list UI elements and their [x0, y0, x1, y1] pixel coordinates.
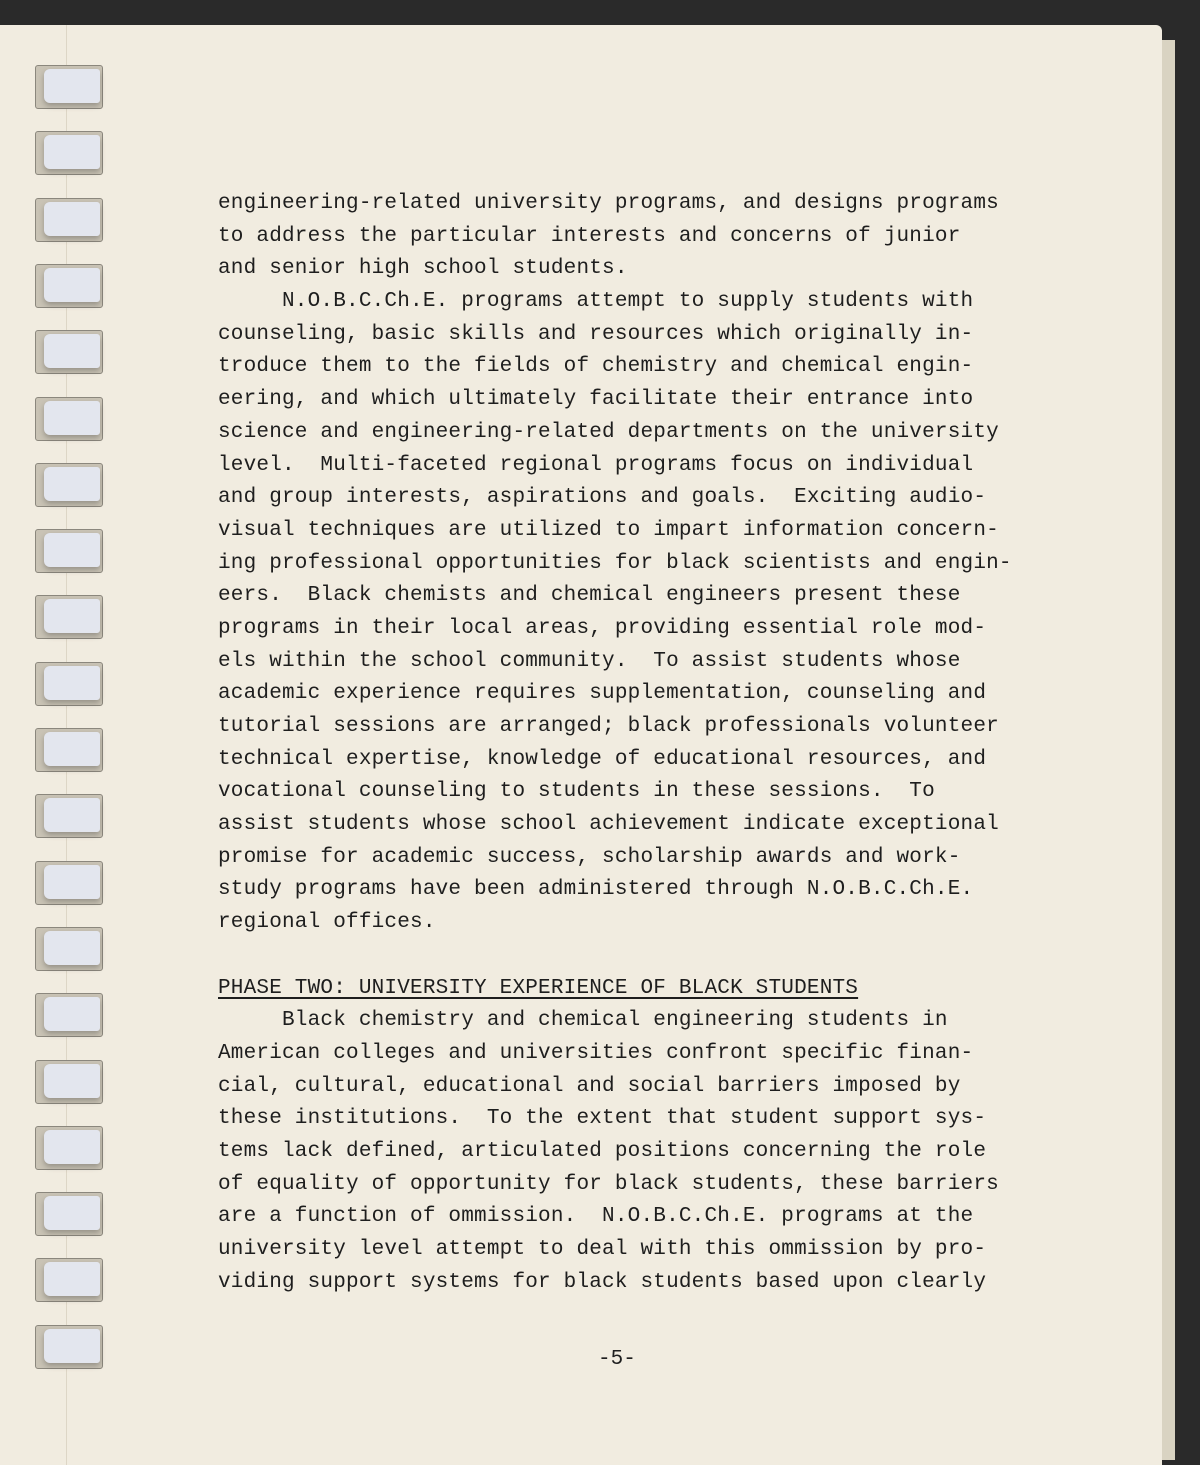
text-line: vocational counseling to students in these sessions. To: [218, 780, 935, 804]
binding-ring: [35, 131, 105, 173]
text-line: these institutions. To the extent that student support sys-: [218, 1107, 987, 1131]
section-heading: PHASE TWO: UNIVERSITY EXPERIENCE OF BLACK STUDENTS: [218, 976, 859, 1000]
text-line: assist students whose school achievement indicate exceptional: [218, 813, 999, 837]
binding-ring: [35, 1192, 105, 1234]
text-line: cial, cultural, educational and social barriers imposed by: [218, 1074, 961, 1098]
binding-ring: [35, 927, 105, 969]
paragraph-1: [218, 188, 1012, 286]
binding-ring: [35, 1060, 105, 1102]
text-line: programs in their local areas, providing essential role mod-: [218, 616, 987, 640]
text-line: of equality of opportunity for black students, these barriers: [218, 1172, 999, 1196]
text-line: eering, and which ultimately facilitate their entrance into: [218, 388, 974, 412]
binding-ring: [35, 794, 105, 836]
text-line: American colleges and universities confront specific finan-: [218, 1041, 974, 1065]
text-line: ing professional opportunities for black scientists and engin-: [218, 551, 1012, 575]
text-line: els within the school community. To assist students whose: [218, 649, 961, 673]
text-line: tems lack defined, articulated positions concerning the role: [218, 1139, 987, 1163]
text-line: engineering-related university programs, and designs programs: [218, 192, 999, 215]
binding-ring: [35, 993, 105, 1035]
binding-ring: [35, 463, 105, 505]
binding-ring: [35, 861, 105, 903]
text-line: level. Multi-faceted regional programs focus on individual: [218, 453, 974, 477]
text-line: university level attempt to deal with this ommission by pro-: [218, 1238, 987, 1261]
text-line: troduce them to the fields of chemistry and chemical engin-: [218, 355, 974, 379]
paragraph-3: [218, 1005, 1012, 1299]
binding-ring: [35, 1126, 105, 1168]
text-line: viding support systems for black students based upon clearly: [218, 1270, 987, 1294]
page-text: [218, 188, 1012, 1299]
text-line: Black chemistry and chemical engineering students in: [218, 1009, 948, 1033]
paragraph-2: [218, 286, 1012, 940]
text-line: N.O.B.C.Ch.E. programs attempt to supply students with: [218, 290, 974, 314]
binding-ring: [35, 595, 105, 637]
text-line: visual techniques are utilized to impart information concern-: [218, 518, 999, 542]
binding-ring: [35, 1325, 105, 1367]
binding-ring: [35, 330, 105, 372]
binding-ring: [35, 264, 105, 306]
binding-ring: [35, 65, 105, 107]
text-line: and group interests, aspirations and goals. Exciting audio-: [218, 486, 987, 510]
binding-ring: [35, 529, 105, 571]
binding-ring: [35, 662, 105, 704]
binding-ring: [35, 397, 105, 439]
text-line: academic experience requires supplementation, counseling and: [218, 682, 987, 706]
text-line: counseling, basic skills and resources which originally in-: [218, 322, 974, 346]
text-line: are a function of ommission. N.O.B.C.Ch.E. programs at the: [218, 1205, 974, 1229]
text-line: regional offices.: [218, 911, 436, 935]
text-line: study programs have been administered through N.O.B.C.Ch.E.: [218, 878, 974, 902]
text-line: to address the particular interests and concerns of junior: [218, 224, 961, 248]
binding-ring: [35, 1258, 105, 1300]
text-line: and senior high school students.: [218, 257, 628, 281]
binding-ring: [35, 728, 105, 770]
text-line: eers. Black chemists and chemical engineers present these: [218, 584, 961, 608]
text-line: science and engineering-related departments on the university: [218, 420, 999, 444]
page-number: -5-: [598, 1348, 636, 1371]
text-line: tutorial sessions are arranged; black professionals volunteer: [218, 715, 999, 738]
binding-ring: [35, 198, 105, 240]
text-line: promise for academic success, scholarship awards and work-: [218, 845, 961, 869]
text-line: technical expertise, knowledge of educational resources, and: [218, 747, 987, 771]
